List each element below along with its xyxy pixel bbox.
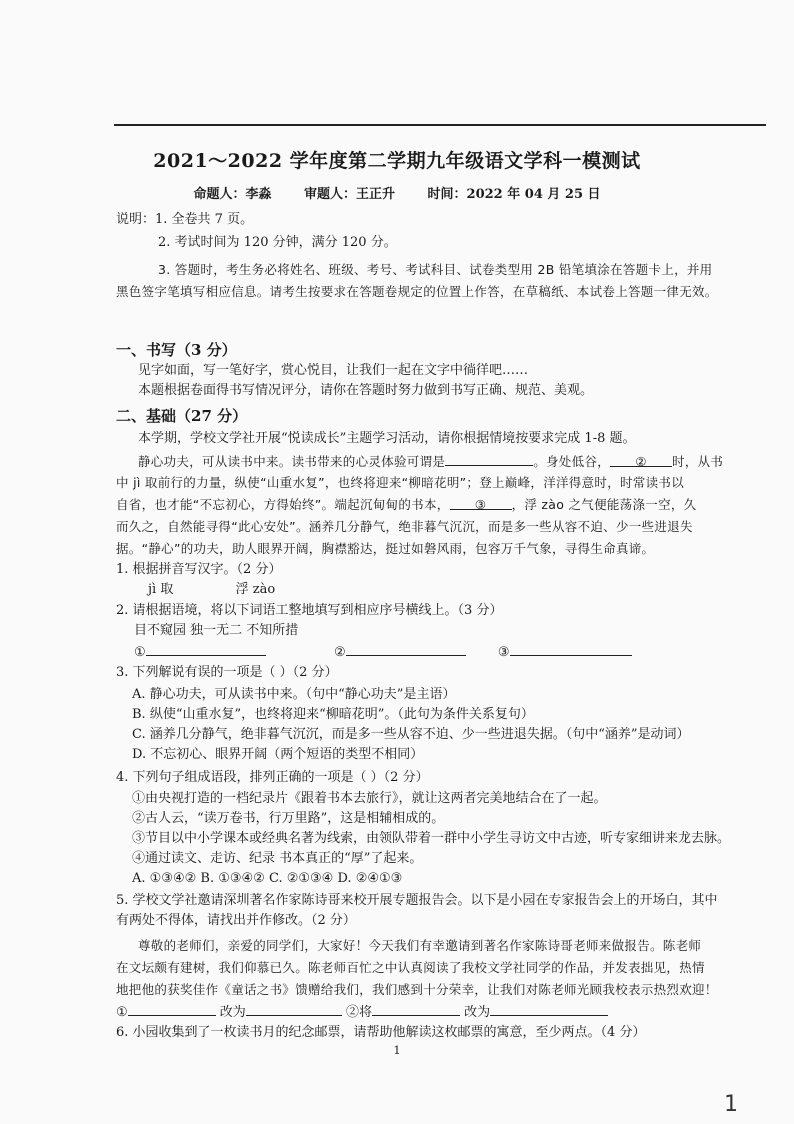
pinyin-2: 浮 zào (235, 582, 276, 597)
question-5-answers: ① 改为 ②将 改为 (116, 1003, 776, 1021)
question-6: 6. 小园收集到了一枚读书月的纪念邮票，请帮助他解读这枚邮票的寓意，至少两点。（4 分） (116, 1025, 646, 1040)
option-b: B. 纵使“山重水复”，也终将迎来“柳暗花明”。（此句为条件关系复句） (132, 707, 534, 722)
sentence-1: ①由央视打造的一档纪录片《跟着书本去旅行》，就让这两者完美地结合在了一起。 (132, 791, 607, 806)
passage-line-5: 据。“静心”的功夫，助人眼界开阔，胸襟豁达，挺过如磐风雨，包容万千气象，寻得生命真谛。 (116, 541, 655, 556)
answer-field-3[interactable] (510, 643, 632, 656)
instruction-3-line1: 3. 答题时，考生务必将姓名、班级、考号、考试科目、试卷类型用 2B 铅笔填涂在答题卡上，并用 (158, 262, 713, 277)
reviewer: 审题人：王正升 (304, 187, 396, 202)
blank-3[interactable]: ③ (450, 497, 512, 510)
pinyin-1: jì 取 (148, 582, 174, 597)
page-number: 1 (393, 1044, 401, 1057)
exam-date: 时间：2022 年 04 月 25 日 (427, 187, 601, 202)
passage-text: 自省，也才能“不忘初心，方得始终”。端起沉甸甸的书本， (116, 497, 450, 512)
answer-field-5-2[interactable] (246, 1003, 342, 1016)
blank-1[interactable] (445, 453, 533, 466)
sentence-4: ④通过读文、走访、纪录 书本真正的“厚”了起来。 (132, 851, 423, 866)
option-d: D. 不忘初心、眼界开阔（两个短语的类型不相同） (132, 747, 424, 762)
corner-page-number: 1 (724, 1092, 738, 1117)
question-3: 3. 下列解说有误的一项是（ ）（2 分） (116, 665, 338, 680)
question-2: 2. 请根据语境，将以下词语工整地填写到相应序号横线上。（3 分） (116, 603, 503, 618)
section-2-heading: 二、基础（27 分） (116, 407, 248, 425)
section-1-heading: 一、书写（3 分） (116, 341, 237, 359)
passage-text: 静心功夫，可从读书中来。读书带来的心灵体验可谓是 (138, 454, 446, 469)
speech-line-1: 尊敬的老师们，亲爱的同学们，大家好！今天我们有幸邀请到著名作家陈诗哥老师来做报告。陈老师 (138, 938, 702, 953)
section-2-intro: 本学期，学校文学社开展“悦读成长”主题学习活动，请你根据情境按要求完成 1-8 题。 (138, 431, 636, 446)
answer-field-5-3[interactable] (372, 1003, 460, 1016)
passage-text: ，浮 zào 之气便能荡涤一空，久 (511, 497, 697, 512)
answer-field-5-4[interactable] (490, 1003, 608, 1016)
option-c: C. 涵养几分静气，绝非暮气沉沉，而是多一些从容不迫、少一些进退失据。（句中“涵养”是动词） (132, 727, 690, 742)
top-rule (114, 124, 766, 126)
question-1-pinyin (116, 582, 776, 598)
sentence-2: ②古人云，“读万卷书，行万里路”，这是相辅相成的。 (132, 811, 445, 826)
passage-line-4: 而久之，自然能寻得“此心安处”。涵养几分静气，绝非暮气沉沉，而是多一些从容不迫、少一些进退失 (116, 519, 693, 534)
page-title: 2021～2022 学年度第二学期九年级语文学科一模测试 (153, 150, 641, 172)
blank-2[interactable]: ② (610, 454, 672, 467)
answer-field-5-1[interactable] (128, 1003, 216, 1016)
question-5: 5. 学校文学社邀请深圳著名作家陈诗哥来校开展专题报告会。以下是小园在专家报告会上的开场白，其中 (116, 893, 718, 908)
passage-line-3 (116, 497, 776, 513)
question-4-options: A. ①③④② B. ①③④② C. ②①③④ D. ②④①③ (132, 871, 403, 886)
instruction-1: 说明：1. 全卷共 7 页。 (116, 212, 254, 227)
question-1: 1. 根据拼音写汉字。（2 分） (116, 562, 282, 577)
passage-line-2: 中 jì 取前行的力量，纵使“山重水复”，也终将迎来“柳暗花明”；登上巅峰，洋洋得意时，时常读书以 (116, 475, 684, 490)
question-5-line-2: 有两处不得体，请找出并作修改。（2 分） (116, 913, 356, 928)
exam-meta (0, 183, 794, 202)
passage-text: 时，从书 (672, 454, 724, 469)
speech-line-2: 在文坛颇有建树，我们仰慕已久。陈老师百忙之中认真阅读了我校文学社同学的作品，并发表拙见，热情 (116, 960, 705, 975)
speech-line-3: 地把他的获奖佳作《童话之书》馈赠给我们，我们感到十分荣幸，让我们对陈老师光顾我校表示热烈欢迎！ (116, 982, 718, 997)
passage-line-1 (116, 453, 776, 470)
section-1-line-2: 本题根据卷面得书写情况评分，请你在答题时努力做到书写正确、规范、美观。 (138, 383, 594, 398)
section-1-line-1: 见字如面，写一笔好字，赏心悦目，让我们一起在文字中徜徉吧…… (138, 363, 529, 378)
passage-text: 。身处低谷， (533, 454, 611, 469)
instruction-3-line2: 黑色签字笔填写相应信息。请考生按要求在答题卷规定的位置上作答，在草稿纸、本试卷上答题一律无效。 (116, 284, 718, 299)
answer-field-2[interactable] (346, 643, 466, 656)
sentence-3: ③节目以中小学课本或经典名著为线索，由领队带着一群中小学生寻访文中古迹，听专家细讲来龙去脉。 (132, 831, 731, 846)
author: 命题人：李淼 (193, 187, 272, 202)
instruction-2: 2. 考试时间为 120 分钟，满分 120 分。 (158, 235, 397, 250)
question-4: 4. 下列句子组成语段，排列正确的一项是（ ）（2 分） (116, 770, 429, 785)
option-a: A. 静心功夫，可从读书中来。（句中“静心功夫”是主语） (132, 687, 456, 702)
question-2-answers: ① ② ③ (116, 643, 776, 661)
question-2-words: 目不窥园 独一无二 不知所措 (134, 623, 299, 638)
answer-field-1[interactable] (146, 643, 266, 656)
